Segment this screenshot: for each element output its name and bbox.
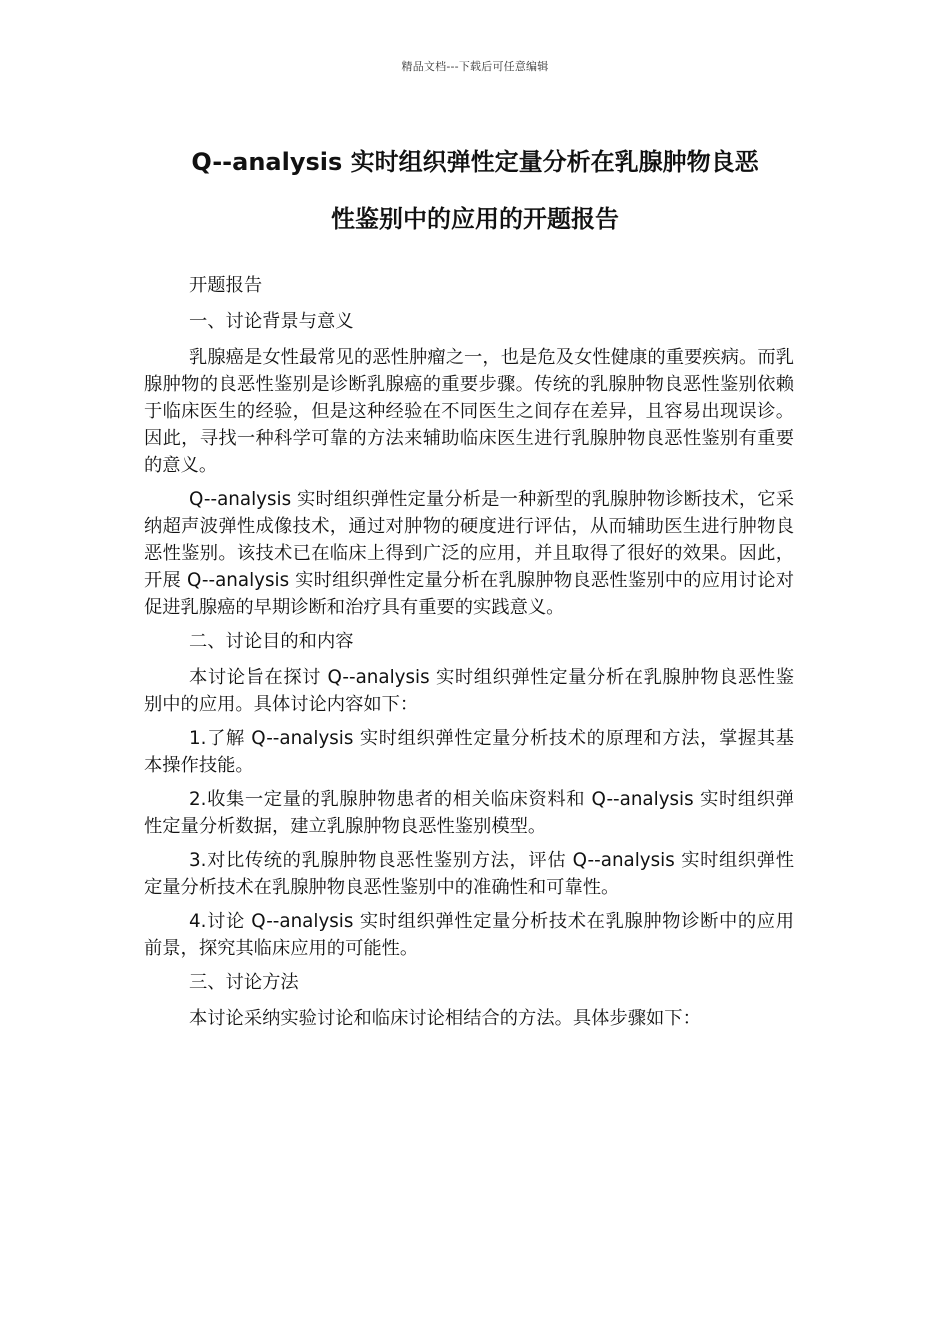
section-heading-background: 一、讨论背景与意义 <box>189 311 354 332</box>
section-heading-purpose: 二、讨论目的和内容 <box>189 631 354 652</box>
header-note: 精品文档---下载后可任意编辑 <box>401 60 549 73</box>
list-item-2: 2.收集一定量的乳腺肿物患者的相关临床资料和 Q--analysis 实时组织弹性定量分析数据，建立乳腺肿物良恶性鉴别模型。 <box>144 789 794 837</box>
document-body <box>144 272 794 1039</box>
paragraph-background-1: 乳腺癌是女性最常见的恶性肿瘤之一，也是危及女性健康的重要疾病。而乳腺肿物的良恶性鉴别是诊断乳腺癌的重要步骤。传统的乳腺肿物良恶性鉴别依赖于临床医生的经验，但是这种经验在不同医生之间存在差异，且容易出现误诊。因此，寻找一种科学可靠的方法来辅助临床医生进行乳腺肿物良恶性鉴别有重要的意义。 <box>144 347 794 476</box>
list-item-4: 4.讨论 Q--analysis 实时组织弹性定量分析技术在乳腺肿物诊断中的应用前景，探究其临床应用的可能性。 <box>144 911 794 959</box>
paragraph-background-2: Q--analysis 实时组织弹性定量分析是一种新型的乳腺肿物诊断技术，它采纳超声波弹性成像技术，通过对肿物的硬度进行评估，从而辅助医生进行肿物良恶性鉴别。该技术已在临床上得到广泛的应用，并且取得了很好的效果。因此，开展 Q--analysis 实时组织弹性定量分析在乳腺肿物良恶性鉴别中的应用讨论对促进乳腺癌的早期诊断和治疗具有重要的实践意义。 <box>144 489 794 618</box>
paragraph-purpose-intro: 本讨论旨在探讨 Q--analysis 实时组织弹性定量分析在乳腺肿物良恶性鉴别中的应用。具体讨论内容如下： <box>144 667 794 715</box>
paragraph-method: 本讨论采纳实验讨论和临床讨论相结合的方法。具体步骤如下： <box>189 1008 701 1029</box>
list-item-1: 1.了解 Q--analysis 实时组织弹性定量分析技术的原理和方法，掌握其基本操作技能。 <box>144 728 794 776</box>
list-item-3: 3.对比传统的乳腺肿物良恶性鉴别方法，评估 Q--analysis 实时组织弹性定量分析技术在乳腺肿物良恶性鉴别中的准确性和可靠性。 <box>144 850 794 898</box>
title-line-1: Q--analysis 实时组织弹性定量分析在乳腺肿物良恶 <box>191 148 759 176</box>
document-title <box>120 134 830 248</box>
section-heading-method: 三、讨论方法 <box>189 972 299 993</box>
section-heading-report: 开题报告 <box>189 275 263 296</box>
title-line-2: 性鉴别中的应用的开题报告 <box>331 205 619 233</box>
